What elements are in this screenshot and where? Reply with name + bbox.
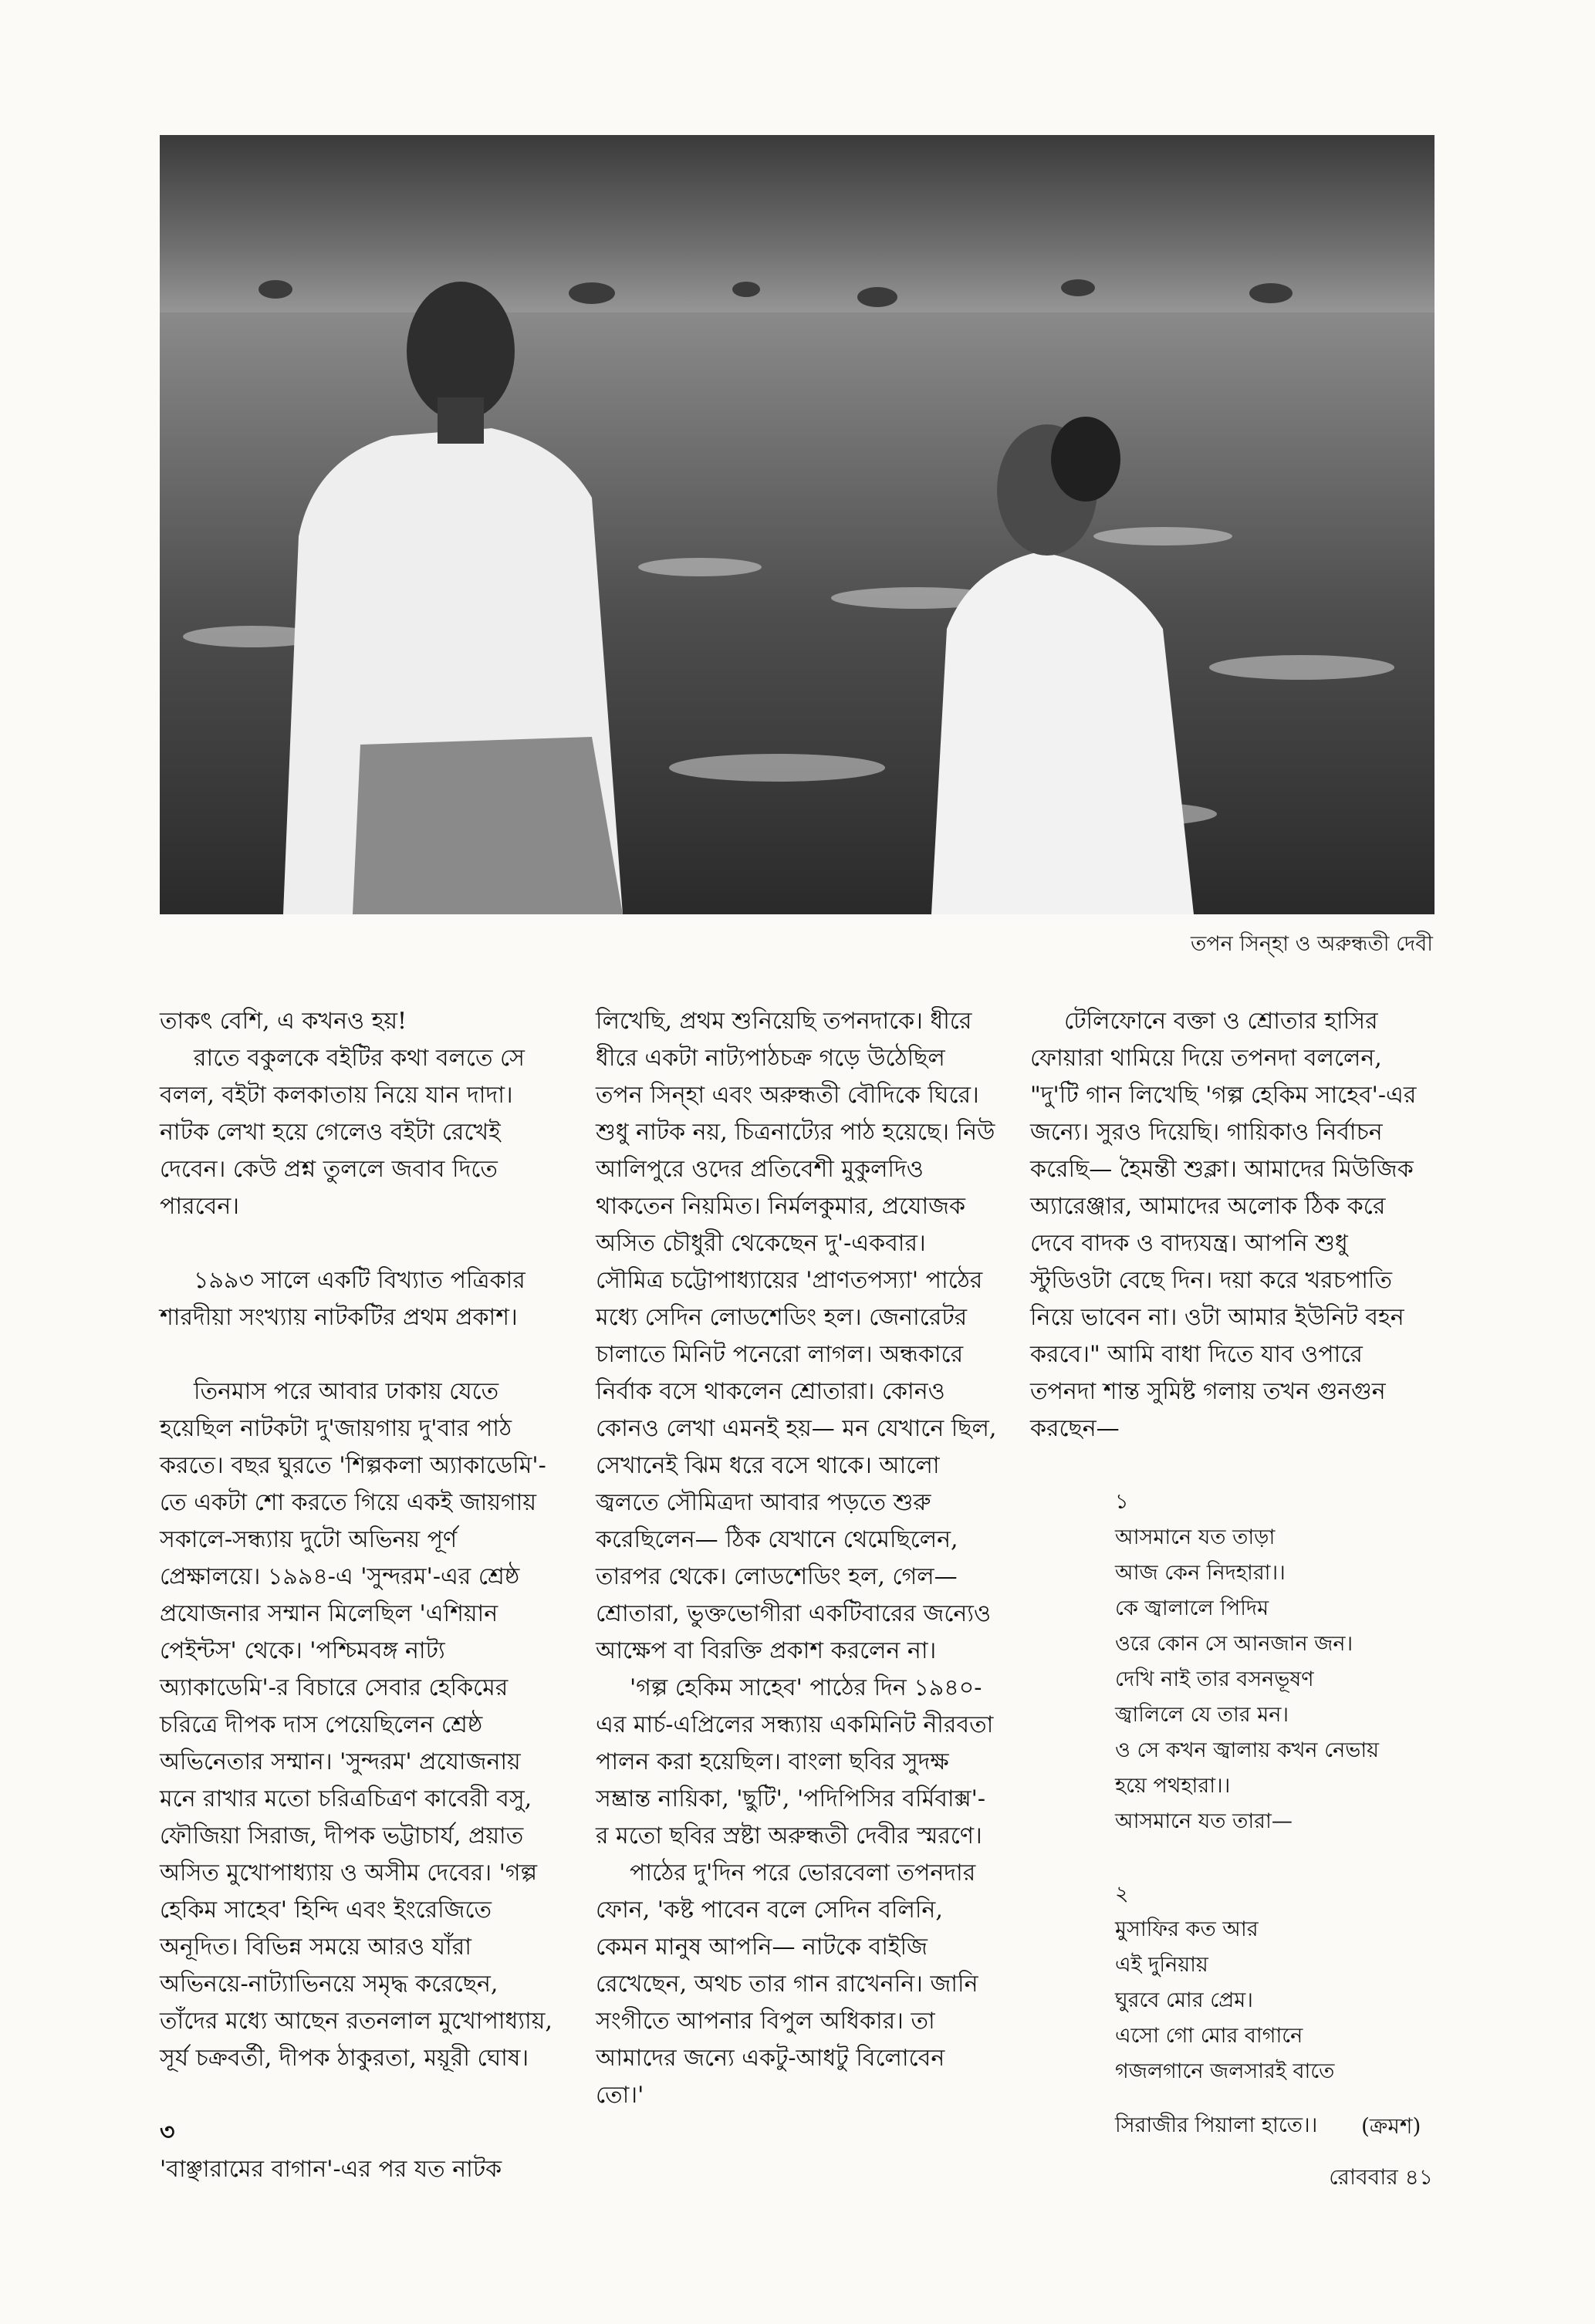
photo-caption: তপন সিন্‌হা ও অরুন্ধতী দেবী	[1191, 932, 1433, 956]
song-line: জ্বালিলে যে তার মন।	[1115, 1703, 1289, 1727]
song-number: ১	[1115, 1490, 1129, 1514]
photo-illustration	[160, 135, 1434, 914]
song-line: মুসাফির কত আর	[1115, 1917, 1259, 1941]
paragraph: তাকৎ বেশি, এ কখনও হয়!	[160, 1008, 407, 1035]
song-line: ও সে কখন জ্বালায় কখন নেভায়	[1115, 1738, 1380, 1762]
song-line: সিরাজীর পিয়ালা হাতে।।	[1115, 2113, 1318, 2137]
paragraph: ১৯৯৩ সালে একটি বিখ্যাত পত্রিকার শারদীয়া সংখ্যায় নাটকটির প্রথম প্রকাশ।	[160, 1267, 525, 1331]
song-line: এই দুনিয়ায়	[1115, 1953, 1208, 1977]
paragraph: 'বাঞ্ছারামের বাগান'-এর পর যত নাটক	[160, 2156, 502, 2183]
paragraph: রাতে বকুলকে বইটির কথা বলতে সে বলল, বইটা কলকাতায় নিয়ে যান দাদা। নাটক লেখা হয়ে গেলেও বইটা রেখেই দেবেন। কেউ প্রশ্ন তুললে জবাব দিতে পারবেন।	[160, 1045, 525, 1220]
song-line: দেখি নাই তার বসনভূষণ	[1115, 1667, 1314, 1691]
column-1	[160, 1003, 561, 2188]
song-line: গজলগানে জলসারই বাতে	[1115, 2059, 1335, 2083]
column-3	[1030, 1003, 1435, 2143]
song-2	[1115, 1876, 1435, 2143]
column-2	[596, 1003, 997, 2114]
song-line: আসমানে যত তারা—	[1115, 1809, 1293, 1833]
photo-tapan-sinha-arundhati-devi	[160, 135, 1434, 914]
song-number: ২	[1115, 1882, 1129, 1906]
song-line: এসো গো মোর বাগানে	[1115, 2024, 1303, 2048]
continued-marker: (ক্রমশ)	[1361, 2113, 1421, 2139]
paragraph: লিখেছি, প্রথম শুনিয়েছি তপনদাকে। ধীরে ধীরে একটা নাট্যপাঠচক্র গড়ে উঠেছিল তপন সিন্‌হা এবং অরুন্ধতী বৌদিকে ঘিরে। শুধু নাটক নয়, চিত্রনাট্যের পাঠ হয়েছে। নিউ আলিপুরে ওদের প্রতিবেশী মুকুলদিও থাকতেন নিয়মিত। নির্মলকুমার, প্রযোজক অসিত চৌধুরী থেকেছেন দু'-একবার। সৌমিত্র চট্টোপাধ্যায়ের 'প্রাণতপস্যা' পাঠের মধ্যে সেদিন লোডশেডিং হল। জেনারেটর চালাতে মিনিট পনেরো লাগল। অন্ধকারে নির্বাক বসে থাকলেন শ্রোতারা। কোনও কোনও লেখা এমনই হয়— মন যেখানে ছিল, সেখানেই ঝিম ধরে বসে থাকে। আলো জ্বলতে সৌমিত্রদা আবার পড়তে শুরু করেছিলেন— ঠিক যেখানে থেমেছিলেন, তারপর থেকে। লোডশেডিং হল, গেল— শ্রোতারা, ভুক্তভোগীরা একটিবারের জন্যেও আক্ষেপ বা বিরক্তি প্রকাশ করলেন না।	[596, 1008, 997, 1664]
paragraph: পাঠের দু'দিন পরে ভোরবেলা তপনদার ফোন, 'কষ্ট পাবেন বলে সেদিন বলিনি, কেমন মানুষ আপনি— নাটকে বাইজি রেখেছেন, অথচ তার গান রাখেননি। জানি সংগীতে আপনার বিপুল অধিকার। তা আমাদের জন্যে একটু-আধটু বিলোবেন তো।'	[596, 1860, 978, 2109]
paragraph: তিনমাস পরে আবার ঢাকায় যেতে হয়েছিল নাটকটা দু'জায়গায় দু'বার পাঠ করতে। বছর ঘুরতে 'শিল্পকলা অ্যাকাডেমি'-তে একটা শো করতে গিয়ে একই জায়গায় সকালে-সন্ধ্যায় দুটো অভিনয় পূর্ণ প্রেক্ষালয়ে। ১৯৯৪-এ 'সুন্দরম'-এর শ্রেষ্ঠ প্রযোজনার সম্মান মিলেছিল 'এশিয়ান পেইন্টস' থেকে। 'পশ্চিমবঙ্গ নাট্য অ্যাকাডেমি'-র বিচারে সেবার হেকিমের চরিত্রে দীপক দাস পেয়েছিলেন শ্রেষ্ঠ অভিনেতার সম্মান। 'সুন্দরম' প্রযোজনায় মনে রাখার মতো চরিত্রচিত্রণ কাবেরী বসু, ফৌজিয়া সিরাজ, দীপক ভট্টাচার্য, প্রয়াত অসিত মুখোপাধ্যায় ও অসীম দেবের। 'গল্প হেকিম সাহেব' হিন্দি এবং ইংরেজিতে অনূদিত। বিভিন্ন সময়ে আরও যাঁরা অভিনয়ে-নাট্যাভিনয়ে সমৃদ্ধ করেছেন, তাঁদের মধ্যে আছেন রতনলাল মুখোপাধ্যায়, সূর্য চক্রবর্তী, দীপক ঠাকুরতা, ময়ূরী ঘোষ।	[160, 1378, 553, 2072]
song-1	[1115, 1485, 1435, 1839]
song-line: হয়ে পথহারা।।	[1115, 1774, 1231, 1798]
song-line: ওরে কোন সে আনজান জন।	[1115, 1632, 1353, 1656]
song-line: আসমানে যত তাড়া	[1115, 1525, 1276, 1549]
song-line: ঘুরবে মোর প্রেম।	[1115, 1988, 1253, 2012]
song-line: আজ কেন নিদহারা।।	[1115, 1561, 1286, 1585]
page-folio: রোববার ৪১	[1329, 2164, 1433, 2190]
song-line: কে জ্বালালে পিদিম	[1115, 1596, 1269, 1620]
paragraph: টেলিফোনে বক্তা ও শ্রোতার হাসির ফোয়ারা থামিয়ে দিয়ে তপনদা বললেন, "দু'টি গান লিখেছি 'গল্প হেকিম সাহেব'-এর জন্যে। সুরও দিয়েছি। গায়িকাও নির্বাচন করেছি— হৈমন্তী শুক্লা। আমাদের মিউজিক অ্যারেঞ্জার, আমাদের অলোক ঠিক করে দেবে বাদক ও বাদ্যযন্ত্র। আপনি শুধু স্টুডিওটা বেছে দিন। দয়া করে খরচপাতি নিয়ে ভাবেন না। ওটা আমার ইউনিট বহন করবে।" আমি বাধা দিতে যাব ওপারে তপনদা শান্ত সুমিষ্ট গলায় তখন গুনগুন করছেন—	[1030, 1008, 1417, 1442]
paragraph: 'গল্প হেকিম সাহেব' পাঠের দিন ১৯৪০-এর মার্চ-এপ্রিলের সন্ধ্যায় একমিনিট নীরবতা পালন করা হয়েছিল। বাংলা ছবির সুদক্ষ সম্ভ্রান্ত নায়িকা, 'ছুটি', 'পদিপিসির বর্মিবাক্স'-র মতো ছবির স্রষ্টা অরুন্ধতী দেবীর স্মরণে।	[596, 1674, 994, 1849]
section-number: ৩	[160, 2119, 175, 2146]
